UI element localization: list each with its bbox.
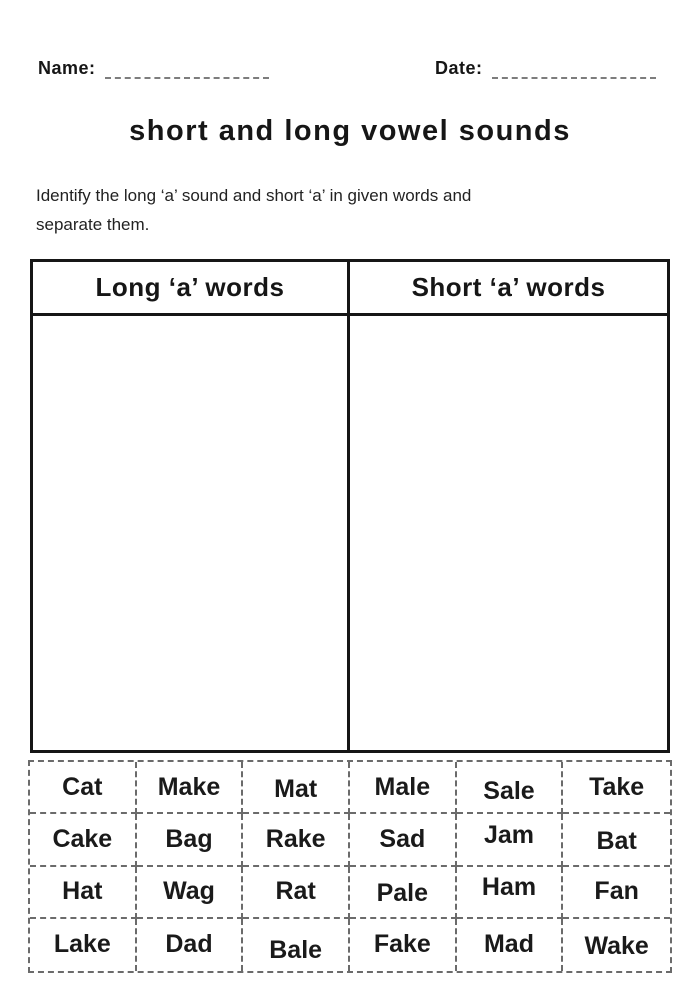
word-card[interactable] [137, 814, 244, 866]
word-label: Bat [596, 826, 637, 855]
word-label: Fake [373, 930, 431, 959]
short-a-drop-area[interactable] [350, 316, 667, 750]
word-card[interactable] [243, 867, 350, 919]
word-card[interactable] [563, 762, 670, 814]
word-card[interactable] [350, 762, 457, 814]
word-card[interactable] [350, 919, 457, 971]
word-label: Wake [584, 932, 649, 961]
word-label: Jam [483, 820, 535, 849]
word-label: Mat [274, 774, 318, 803]
word-card[interactable] [30, 814, 137, 866]
word-label: Mad [483, 930, 534, 959]
word-bank [28, 760, 672, 973]
word-card[interactable] [30, 919, 137, 971]
word-label: Lake [53, 930, 111, 959]
page-title: short and long vowel sounds [129, 115, 571, 147]
word-label: Wag [163, 877, 215, 906]
word-card[interactable] [457, 814, 564, 866]
date-fill-line[interactable] [492, 63, 656, 79]
name-label: Name: [38, 58, 96, 78]
sorting-table [30, 259, 670, 753]
instructions-line-2: separate them. [36, 215, 150, 234]
long-a-drop-area[interactable] [33, 316, 350, 750]
word-label: Bag [165, 824, 213, 853]
word-card[interactable] [243, 919, 350, 971]
date-field-group [435, 58, 656, 79]
word-label: Hat [62, 877, 103, 906]
column-header-long-a: Long ‘a’ words [33, 262, 350, 316]
column-header-short-a: Short ‘a’ words [350, 262, 667, 316]
name-fill-line[interactable] [105, 63, 269, 79]
date-label: Date: [435, 58, 483, 78]
word-card[interactable] [30, 867, 137, 919]
instructions-line-1: Identify the long ‘a’ sound and short ‘a’ in given words and [36, 186, 472, 205]
word-label: Sad [379, 824, 426, 853]
word-label: Fan [594, 877, 639, 906]
word-card[interactable] [30, 762, 137, 814]
word-label: Sale [483, 776, 535, 805]
word-card[interactable] [137, 867, 244, 919]
word-card[interactable] [563, 919, 670, 971]
word-label: Make [157, 772, 221, 801]
word-label: Ham [481, 873, 537, 902]
word-card[interactable] [563, 867, 670, 919]
word-label: Rat [275, 877, 316, 906]
word-card[interactable] [563, 814, 670, 866]
name-field-group [38, 58, 269, 79]
word-label: Take [589, 772, 645, 801]
word-card[interactable] [350, 814, 457, 866]
word-card[interactable] [350, 867, 457, 919]
word-label: Rake [265, 824, 326, 853]
word-card[interactable] [457, 762, 564, 814]
word-label: Dad [165, 930, 213, 959]
instructions-text [36, 181, 676, 239]
word-label: Bale [269, 936, 323, 965]
word-card[interactable] [137, 919, 244, 971]
word-card[interactable] [243, 762, 350, 814]
word-label: Pale [376, 879, 429, 908]
word-card[interactable] [457, 867, 564, 919]
word-card[interactable] [457, 919, 564, 971]
word-label: Male [374, 772, 431, 801]
word-label: Cat [62, 772, 103, 801]
word-card[interactable] [137, 762, 244, 814]
word-card[interactable] [243, 814, 350, 866]
word-label: Cake [52, 824, 113, 853]
